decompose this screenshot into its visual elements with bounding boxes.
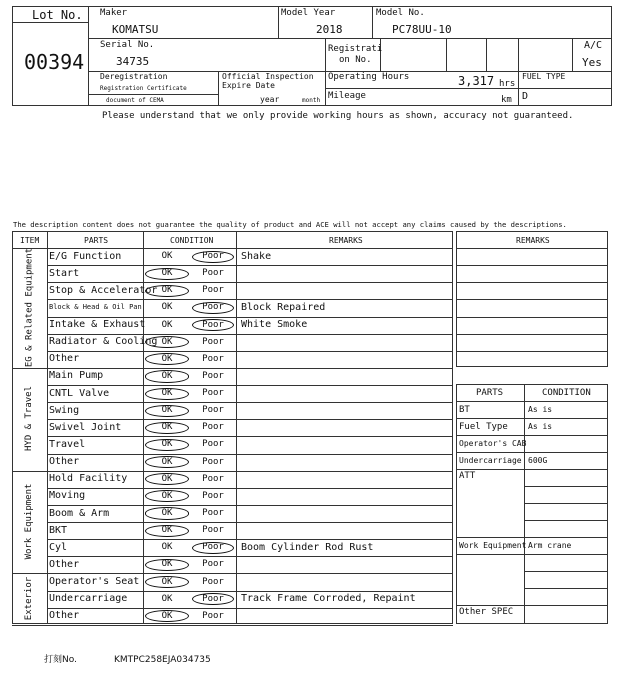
poor-option[interactable]: Poor (202, 542, 224, 553)
part-name: Stop & Accelerator (49, 284, 158, 296)
remark-text (241, 402, 451, 419)
selected-circle (145, 559, 189, 571)
ok-option[interactable]: OK (161, 336, 173, 347)
deregistration-label: Deregistration (100, 72, 168, 81)
remark-text: Boom Cylinder Rod Rust (241, 541, 374, 553)
right-part-fuel-type: Fuel Type (459, 422, 508, 432)
header-condition: CONDITION (170, 236, 214, 245)
right-condition-header: CONDITION (542, 388, 591, 398)
remark-text (241, 454, 451, 471)
ac-value: Yes (582, 56, 602, 69)
remark-text (241, 488, 451, 505)
poor-option[interactable]: Poor (202, 370, 224, 381)
remark-text (241, 385, 451, 402)
selected-circle (145, 268, 189, 280)
remark-text (241, 351, 451, 368)
model-no-label: Model No. (376, 8, 425, 18)
mileage-label: Mileage (328, 91, 366, 101)
ok-option[interactable]: OK (161, 542, 173, 553)
group-label: Work Equipment (24, 483, 35, 560)
poor-option[interactable]: Poor (202, 422, 224, 433)
right-condition-bt: As is (528, 405, 553, 414)
maker-label: Maker (100, 8, 128, 18)
remark-text (241, 436, 451, 453)
operating-hours-value: 3,317 (458, 74, 495, 88)
remark-text (241, 471, 451, 488)
header-item: ITEM (20, 236, 40, 245)
poor-option[interactable]: Poor (202, 319, 224, 330)
remark-text (241, 265, 451, 282)
fuel-type-value: D (522, 91, 529, 102)
poor-option[interactable]: Poor (202, 456, 224, 467)
ok-option[interactable]: OK (161, 422, 173, 433)
lot-label: Lot No. (32, 8, 83, 22)
selected-circle (145, 422, 189, 434)
remark-text: Shake (241, 250, 272, 262)
ok-option[interactable]: OK (161, 610, 173, 621)
part-name: Boom & Arm (49, 507, 110, 519)
hrs-unit: hrs (499, 79, 516, 89)
poor-option[interactable]: Poor (202, 405, 224, 416)
part-name: Hold Facility (49, 473, 128, 485)
right-part-operators-cab: Operator's CAB (459, 439, 527, 448)
poor-option[interactable]: Poor (202, 336, 224, 347)
registration-certificate-label: Registration Certificate (100, 85, 187, 92)
poor-option[interactable]: Poor (202, 610, 224, 621)
part-name: Travel (49, 438, 86, 450)
poor-option[interactable]: Poor (202, 353, 224, 364)
engraving-label: 打刻No. (44, 655, 77, 665)
part-name: Operator's Seat (49, 576, 140, 588)
right-condition-fuel-type: As is (528, 422, 553, 431)
operating-hours-label: Operating Hours (328, 72, 410, 82)
remark-text (241, 368, 451, 385)
part-name: Other (49, 610, 80, 622)
ok-option[interactable]: OK (161, 490, 173, 501)
registration-label-2: on No. (339, 55, 372, 65)
poor-option[interactable]: Poor (202, 593, 224, 604)
remark-text (241, 505, 451, 522)
ok-option[interactable]: OK (161, 559, 173, 570)
fuel-type-label: FUEL TYPE (522, 72, 566, 81)
remark-text (241, 556, 451, 573)
year-label: year (260, 95, 280, 104)
part-name: Main Pump (49, 370, 104, 382)
ok-option[interactable]: OK (161, 525, 173, 536)
ok-option[interactable]: OK (161, 388, 173, 399)
inspection-label-2: Expire Date (222, 81, 275, 90)
poor-option[interactable]: Poor (202, 388, 224, 399)
ok-option[interactable]: OK (161, 405, 173, 416)
ok-option[interactable]: OK (161, 508, 173, 518)
group-label: Exterior (23, 576, 34, 621)
ok-option[interactable]: OK (161, 353, 173, 364)
group-label: EG & Related Equipment (24, 247, 34, 368)
part-name: Swing (49, 404, 80, 416)
part-name: Block & Head & Oil Pan (49, 303, 142, 312)
remark-text (241, 282, 451, 299)
poor-option[interactable]: Poor (202, 490, 224, 501)
group-label: HYD & Travel (24, 386, 35, 452)
remark-text: Track Frame Corroded, Repaint (241, 593, 416, 605)
poor-option[interactable]: Poor (202, 268, 224, 279)
ok-option[interactable]: OK (161, 473, 173, 484)
ok-option[interactable]: OK (161, 319, 173, 330)
disclaimer-text: The description content does not guarantee the quality of product and ACE will not accept any claims caused by the descriptions. (13, 220, 567, 229)
right-part-undercarriage: Undercarriage (459, 456, 522, 465)
lot-number: 00394 (24, 50, 85, 74)
poor-option[interactable]: Poor (202, 576, 224, 587)
hours-notice: Please understand that we only provide working hours as shown, accuracy not guaranteed. (102, 111, 574, 121)
poor-option[interactable]: Poor (202, 525, 224, 536)
inspection-label: Official Inspection (222, 72, 314, 81)
registration-label: Registrati (328, 44, 383, 54)
ok-option[interactable]: OK (161, 439, 173, 450)
ok-option[interactable]: OK (161, 302, 173, 313)
ok-option[interactable]: OK (161, 370, 173, 381)
ok-option[interactable]: OK (161, 251, 173, 262)
part-name: Start (49, 267, 80, 279)
selected-circle (145, 388, 189, 400)
model-year-label: Model Year (281, 8, 336, 18)
selected-circle (192, 251, 234, 263)
part-name: Other (49, 353, 80, 365)
poor-option[interactable]: Poor (202, 473, 224, 484)
remark-text (241, 608, 451, 625)
right-condition-undercarriage: 600G (528, 456, 548, 465)
model-year-value: 2018 (316, 23, 343, 36)
header-parts: PARTS (84, 236, 109, 245)
engraving-number: KMTPC258EJA034735 (114, 655, 211, 665)
poor-option[interactable]: Poor (202, 251, 224, 262)
month-label: month (302, 97, 321, 104)
part-name: E/G Function (49, 250, 122, 262)
poor-option[interactable]: Poor (202, 302, 224, 313)
selected-circle (145, 405, 189, 417)
part-name: BKT (49, 524, 68, 536)
part-name: Moving (49, 490, 86, 502)
serial-label: Serial No. (100, 40, 155, 50)
maker-value: KOMATSU (112, 23, 159, 36)
poor-option[interactable]: Poor (202, 285, 224, 296)
poor-option[interactable]: Poor (202, 559, 224, 570)
selected-circle (192, 542, 234, 554)
part-name: Other (49, 456, 80, 468)
poor-option[interactable]: Poor (202, 508, 224, 518)
header-remarks: REMARKS (329, 236, 363, 245)
part-name: Radiator & Cooling (49, 336, 158, 348)
selected-circle (145, 525, 189, 537)
model-no-value: PC78UU-10 (392, 23, 452, 36)
selected-circle (145, 439, 189, 451)
selected-circle (145, 576, 189, 588)
ok-option[interactable]: OK (161, 593, 173, 604)
remark-text (241, 334, 451, 351)
remark-text (241, 419, 451, 436)
part-name: Cyl (49, 541, 68, 553)
ac-label: A/C (584, 40, 603, 51)
right-work-equipment-value: Arm crane (528, 541, 572, 550)
part-name: Other (49, 558, 80, 570)
selected-circle (145, 285, 189, 297)
ok-option[interactable]: OK (161, 456, 173, 467)
cema-document-label: document of CEMA (106, 97, 164, 104)
ok-option[interactable]: OK (161, 285, 173, 296)
serial-value: 34735 (116, 55, 150, 68)
ok-option[interactable]: OK (161, 268, 173, 279)
remark-text: Block Repaired (241, 301, 326, 313)
remark-text: White Smoke (241, 319, 308, 331)
right-other-spec-label: Other SPEC (459, 607, 514, 617)
remark-text (241, 522, 451, 539)
right-parts-header: PARTS (476, 388, 504, 398)
right-part-bt: BT (459, 405, 470, 415)
right-att-label: ATT (459, 471, 476, 481)
selected-circle (192, 302, 234, 314)
remark-text (241, 573, 451, 590)
part-name: Undercarriage (49, 593, 128, 605)
km-unit: km (501, 95, 512, 105)
selected-circle (145, 370, 189, 382)
ok-option[interactable]: OK (161, 576, 173, 587)
right-work-equipment-label: Work Equipment (459, 541, 527, 550)
poor-option[interactable]: Poor (202, 439, 224, 450)
part-name: CNTL Valve (49, 387, 110, 399)
part-name: Swivel Joint (49, 421, 122, 433)
part-name: Intake & Exhaust (49, 319, 146, 331)
selected-circle (145, 507, 189, 519)
right-remarks-header: REMARKS (516, 236, 550, 245)
